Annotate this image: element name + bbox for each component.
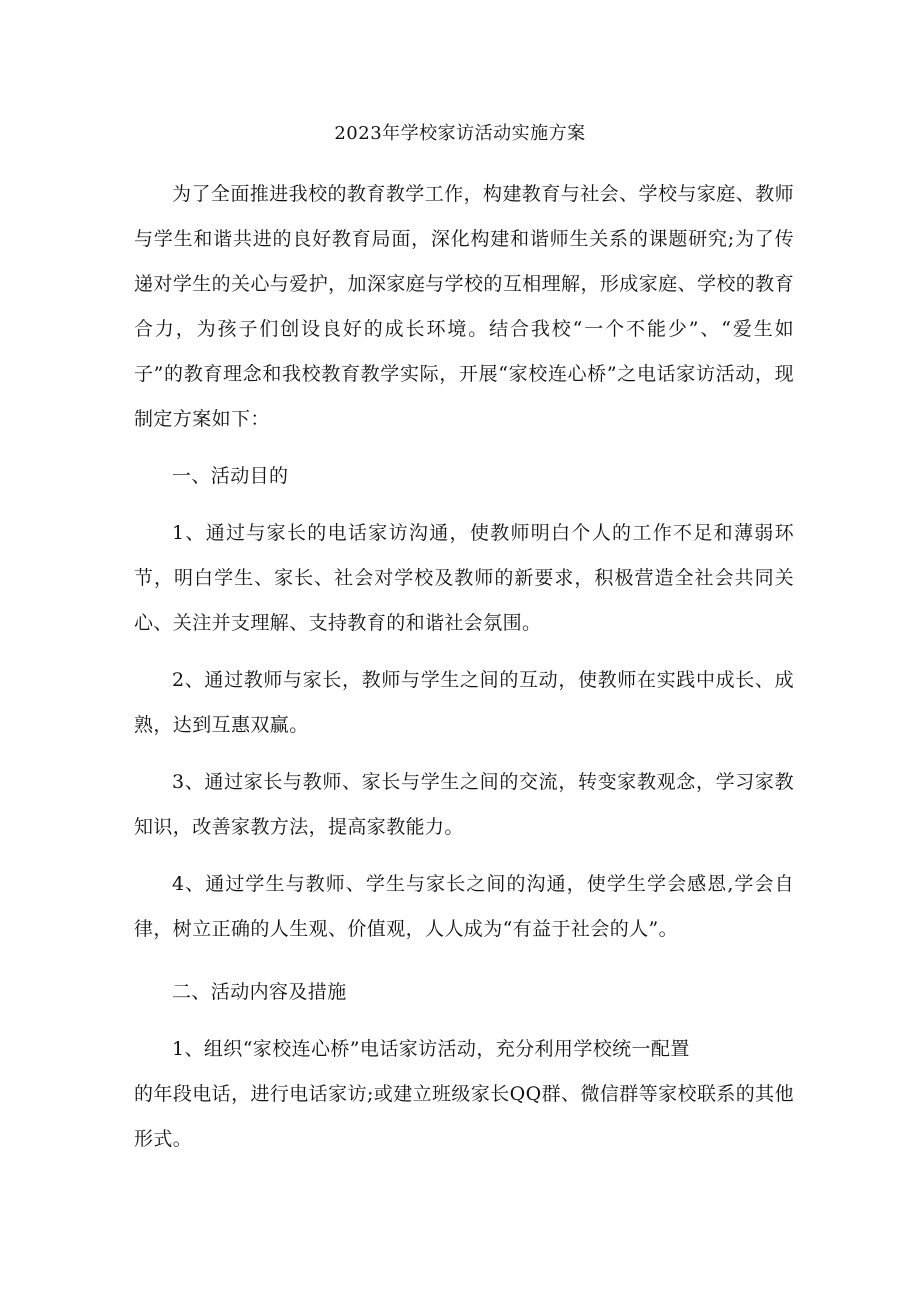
document-body [134,172,794,1162]
section-1-heading: 一、活动目的 [172,465,289,487]
section-1-item-4: 4、通过学生与教师、学生与家长之间的沟通，使学生学会感恩,学会自律，树立正确的人生观、价值观，人人成为“有益于社会的人”。 [134,873,794,940]
intro-paragraph: 为了全面推进我校的教育教学工作，构建教育与社会、学校与家庭、教师与学生和谐共进的良好教育局面，深化构建和谐师生关系的课题研究;为了传递对学生的关心与爱护，加深家庭与学校的互相理解，形成家庭、学校的教育合力，为孩子们创设良好的成长环境。结合我校“一个不能少”、“爱生如子”的教育理念和我校教育教学实际，开展“家校连心桥”之电话家访活动，现制定方案如下： [134,183,794,430]
section-1-item-1: 1、通过与家长的电话家访沟通，使教师明白个人的工作不足和薄弱环节，明白学生、家长、社会对学校及教师的新要求，积极营造全社会共同关心、关注并支理解、支持教育的和谐社会氛围。 [134,522,794,634]
section-2-item-1-continuation: 的年段电话，进行电话家访;或建立班级家长QQ群、微信群等家校联系的其他形式。 [134,1083,794,1150]
section-2-heading: 二、活动内容及措施 [172,981,347,1003]
section-2-item-1 [134,1027,794,1072]
section-2-item-1-first-line: 1、组织“家校连心桥”电话家访活动，充分利用学校统一配置 [172,1038,690,1060]
section-1-item-2: 2、通过教师与家长，教师与学生之间的互动，使教师在实践中成长、成熟，达到互惠双赢。 [134,669,794,736]
document-title: 2023年学校家访活动实施方案 [334,123,586,144]
section-1-item-3: 3、通过家长与教师、家长与学生之间的交流，转变家教观念，学习家教知识，改善家教方法，提高家教能力。 [134,771,794,838]
